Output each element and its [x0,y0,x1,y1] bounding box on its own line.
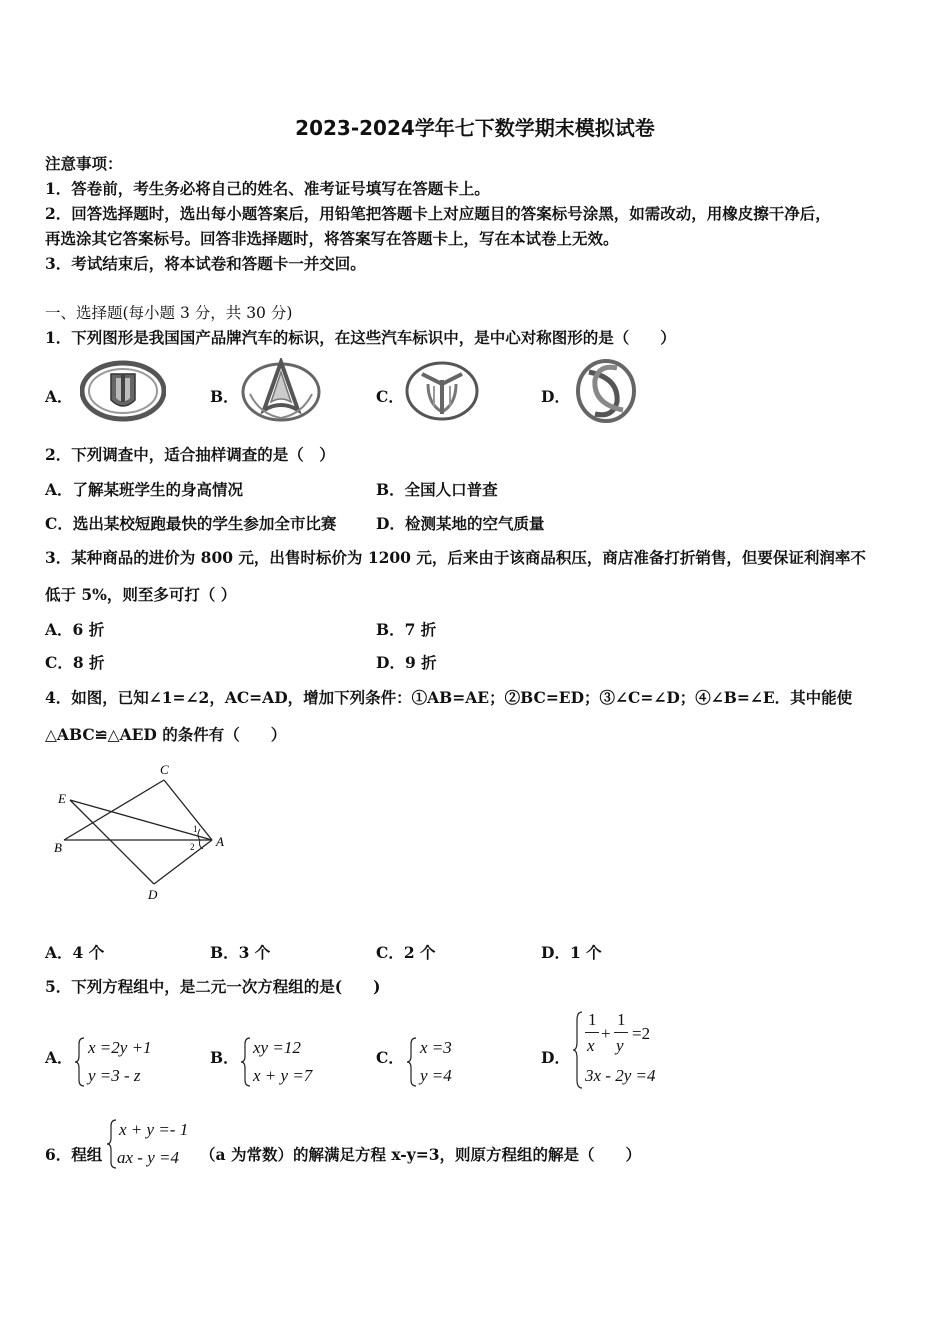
car-logo-c-icon [404,360,480,422]
notes-heading: 注意事项： [45,154,123,173]
q5-d-rhs: =2 [632,1024,651,1043]
q2-option-b: B．全国人口普查 [376,480,498,499]
triangle-figure [50,760,240,905]
note-item: 2．回答选择题时，选出每小题答案后，用铅笔把答题卡上对应题目的答案标号涂黑，如需改动，用橡皮擦干净后， [45,204,831,223]
q5-d-frac2-den: y [616,1036,624,1055]
note-item: 再选涂其它答案标号。回答非选择题时，将答案写在答题卡上，写在本试卷上无效。 [45,229,619,248]
question-3-stem-cont: 低于 5%，则至多可打（ ） [45,585,237,604]
q5-label-c: C． [376,1048,404,1067]
q5-a-eq2: y =3 - z [88,1066,141,1085]
car-logo-a-icon [80,360,166,422]
fraction-bar [614,1032,628,1033]
q5-b-eq1: xy =12 [253,1038,301,1057]
q3-option-d: D．9 折 [376,653,437,672]
q5-d-frac2-num: 1 [617,1010,626,1029]
q6-eq1: x + y =- 1 [119,1120,189,1139]
q1-label-a: A． [45,387,73,406]
question-4-stem: 4．如图，已知∠1=∠2，AC=AD，增加下列条件：①AB=AE；②BC=ED；③∠C=∠D；④∠B=∠E．其中能使 [45,688,853,707]
q5-b-eq2: x + y =7 [253,1066,313,1085]
section-heading: 一、选择题(每小题 3 分，共 30 分) [45,304,293,322]
point-c-label: C [160,762,169,777]
question-5-stem: 5．下列方程组中，是二元一次方程组的是( ) [45,977,381,996]
brace-icon [240,1036,252,1088]
q4-option-a: A．4 个 [45,943,105,962]
q2-option-a: A．了解某班学生的身高情况 [45,480,244,499]
q1-label-b: B． [210,387,239,406]
question-1-stem: 1．下列图形是我国国产品牌汽车的标识，在这些汽车标识中，是中心对称图形的是（ ） [45,328,676,347]
segment-da [154,840,212,884]
point-b-label: B [54,840,62,855]
q5-d-eq2: 3x - 2y =4 [585,1066,656,1085]
point-e-label: E [58,791,66,806]
q1-label-c: C． [376,387,404,406]
car-logo-b-icon [240,358,322,424]
brace-icon [572,1010,584,1090]
q5-c-eq2: y =4 [420,1066,452,1085]
q2-option-c: C．选出某校短跑最快的学生参加全市比赛 [45,514,337,533]
q3-option-c: C．8 折 [45,653,105,672]
segment-ea [70,800,212,840]
q4-option-d: D．1 个 [541,943,602,962]
angle-2-label: 2 [190,842,195,852]
q5-label-a: A． [45,1048,73,1067]
note-item: 3．考试结束后，将本试卷和答题卡一并交回。 [45,254,366,273]
brace-icon [74,1036,86,1088]
q5-c-eq1: x =3 [420,1038,452,1057]
question-6-prefix: 6．程组 [45,1145,103,1164]
angle-1-arc [198,829,200,840]
q5-d-frac1-num: 1 [588,1010,597,1029]
segment-bc [64,780,164,840]
q4-option-b: B．3 个 [210,943,271,962]
q5-d-frac1-den: x [587,1036,595,1055]
fraction-bar [585,1032,599,1033]
q5-d-plus: + [601,1024,611,1043]
question-6-suffix: （a 为常数）的解满足方程 x-y=3，则原方程组的解是（ ） [200,1145,642,1164]
segment-ed [70,800,154,884]
question-4-stem-cont: △ABC≌△AED 的条件有（ ） [45,725,287,744]
q4-option-c: C．2 个 [376,943,436,962]
q3-option-a: A．6 折 [45,620,105,639]
q1-label-d: D． [541,387,570,406]
page-title: 2023-2024学年七下数学期末模拟试卷 [295,116,655,140]
question-3-stem: 3．某种商品的进价为 800 元，出售时标价为 1200 元，后来由于该商品积压，商店准备打折销售，但要保证利润率不 [45,548,866,567]
q6-eq2: ax - y =4 [117,1148,179,1167]
note-item: 1．答卷前，考生务必将自己的姓名、准考证号填写在答题卡上。 [45,179,490,198]
point-a-label: A [216,834,224,849]
brace-icon [406,1036,418,1088]
point-d-label: D [148,887,158,902]
question-2-stem: 2．下列调查中，适合抽样调查的是（ ） [45,445,335,464]
segment-ca [164,780,212,840]
q5-label-b: B． [210,1048,239,1067]
q5-label-d: D． [541,1048,570,1067]
car-logo-d-icon [575,358,637,424]
q2-option-d: D．检测某地的空气质量 [376,514,545,533]
angle-1-label: 1 [193,824,198,834]
q5-a-eq1: x =2y +1 [88,1038,152,1057]
q3-option-b: B．7 折 [376,620,437,639]
